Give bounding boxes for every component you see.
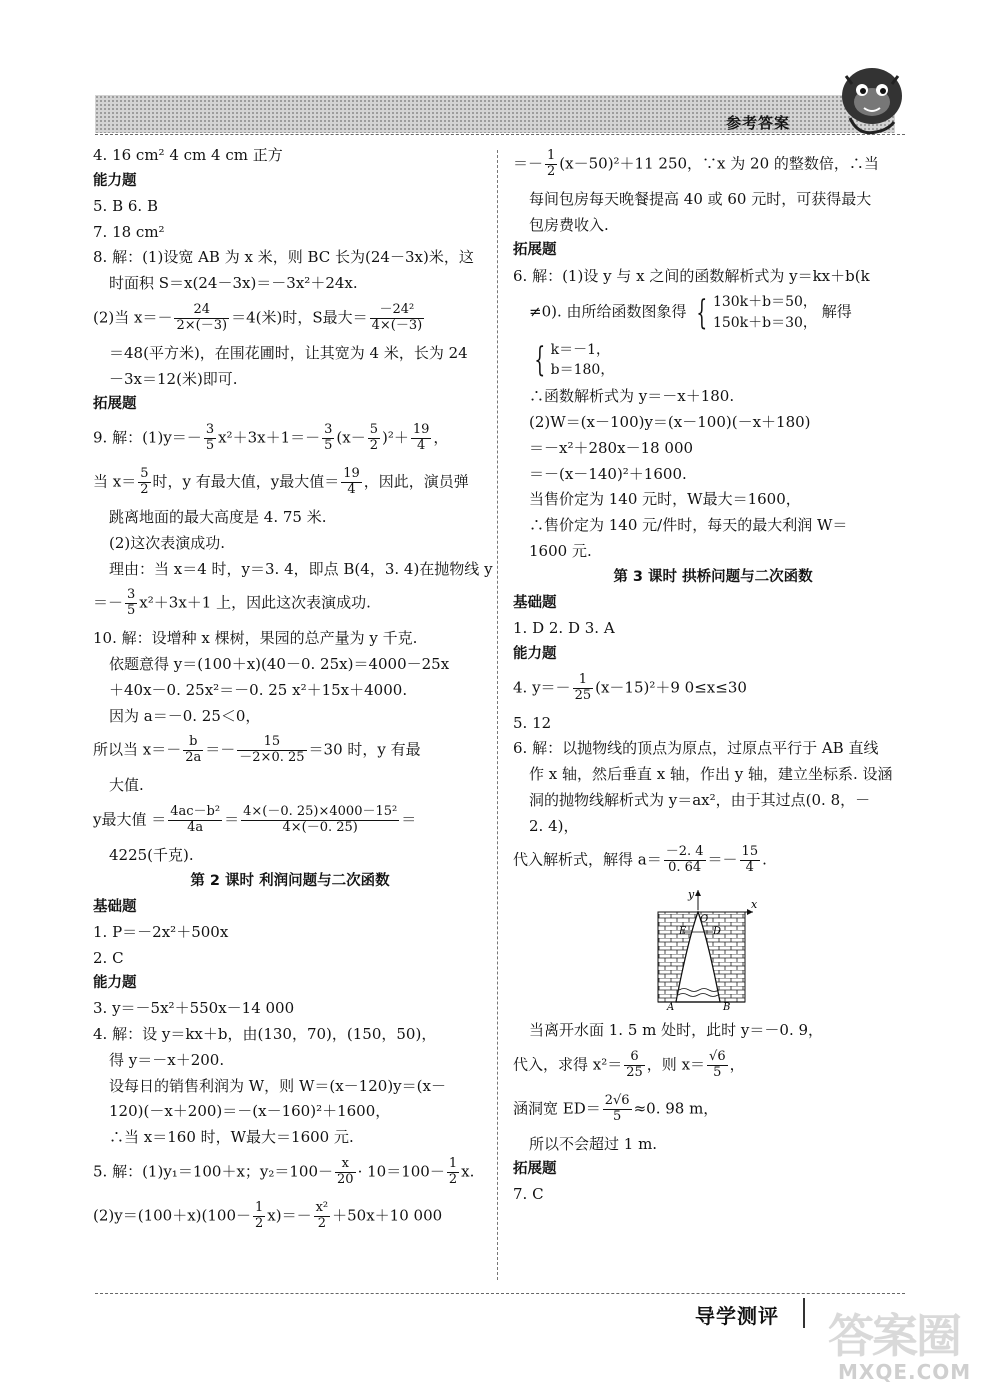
answer-line: 理由：当 x＝4 时，y＝3. 4，即点 B(4，3. 4)在抛物线 y	[109, 559, 493, 578]
answer-line: 依题意得 y＝(100＋x)(40－0. 25x)＝4000－25x	[109, 655, 450, 673]
watermark-logo: 答案圈	[828, 1309, 960, 1363]
footer-divider	[95, 1293, 905, 1294]
answer-line: 所以当 x＝－ $\frac{b}{2a}$ ＝－ $\frac{15}{-2\times 0. 25}$ ＝30 时，y 有最	[93, 734, 421, 766]
header-title: 参考答案	[726, 114, 791, 132]
answer-line: ＝－x²＋280x－18 000	[529, 438, 694, 457]
answer-line: 1600 元.	[529, 541, 592, 560]
section-heading: 基础题	[93, 898, 137, 915]
answer-line: 4. 解：设 y＝kx＋b，由(130，70)，(150，50)，	[93, 1025, 437, 1044]
answer-line: 设每日的销售利润为 W，则 W＝(x－120)y＝(x－	[109, 1076, 446, 1095]
answer-line: 4225(千克).	[109, 845, 194, 864]
answer-line: 2. 4)，	[529, 816, 579, 835]
answer-line: 4. 16 cm² 4 cm 4 cm 正方	[93, 146, 283, 164]
svg-text:A: A	[667, 1002, 675, 1011]
answer-line: 代入解析式，解得 a＝ $\frac{-2. 4}{0. 64}$ ＝－ $\frac{15}{4}$ .	[513, 844, 767, 876]
mascot-icon	[828, 56, 913, 141]
answer-line: y最大值 ＝ $\frac{\text{4ac－b²}}{4a}$ ＝ $\frac{\text{4×(－0. 25)×4000－15²}}{4\times(-0. 25)}$ ＝	[93, 803, 417, 835]
answer-line: 5. 解：(1)y₁＝100＋x；y₂＝100－ $\frac{x}{20}$ · 10＝100－ $\frac{1}{2}$ x.	[93, 1155, 475, 1187]
answer-line: 得 y＝－x＋200.	[109, 1050, 225, 1069]
answer-line: －3x＝12(米)即可.	[109, 369, 238, 388]
equation-system: { k＝－1， b＝180，	[534, 340, 615, 381]
answer-line: 2. C	[93, 948, 124, 967]
section-heading: 基础题	[513, 594, 557, 611]
equation-system: { 130k＋b＝50， 150k＋b＝30，	[696, 292, 817, 333]
section-heading: 能力题	[513, 645, 557, 662]
footer-title: 导学测评	[695, 1304, 779, 1328]
svg-text:B: B	[723, 1002, 731, 1011]
watermark-url: MXQE.COM	[838, 1360, 972, 1384]
answer-line: 洞的抛物线解析式为 y＝ax²，由于其过点(0. 8，－	[529, 790, 871, 809]
footer-separator	[803, 1298, 805, 1328]
answer-line: ∴售价定为 140 元/件时，每天的最大利润 W＝	[529, 516, 848, 535]
answer-line: 9. 解：(1)y＝－ $\frac{3}{5}$ x²＋3x＋1＝－ $\frac{3}{5}$ (x－ $\frac{5}{2}$ )²＋ $\frac{19}{4}$ ，	[93, 422, 449, 454]
answer-line: 4. y＝－ $\frac{1}{25}$ (x－15)²＋9 0≤x≤30	[513, 671, 747, 703]
fraction: $\frac{24}{2\times(-3)}$	[176, 301, 228, 333]
section-heading: 能力题	[93, 975, 137, 992]
answer-line: 6. 解：以抛物线的顶点为原点，过原点平行于 AB 直线	[513, 739, 879, 758]
answer-line: ＋40x－0. 25x²＝－0. 25 x²＋15x＋4000.	[109, 680, 408, 699]
section-heading: 拓展题	[513, 242, 557, 259]
answer-line: 8. 解：(1)设宽 AB 为 x 米，则 BC 长为(24－3x)米，这	[93, 248, 474, 267]
lesson-heading: 第 3 课时 拱桥问题与二次函数	[613, 568, 813, 585]
answer-line: (2)W＝(x－100)y＝(x－100)(－x＋180)	[529, 413, 811, 432]
answer-line: ∴当 x＝160 时，W最大＝1600 元.	[109, 1128, 354, 1147]
section-heading: 能力题	[93, 172, 137, 189]
section-heading: 拓展题	[93, 396, 137, 413]
answer-line: 每间包房每天晚餐提高 40 或 60 元时，可获得最大	[529, 189, 872, 208]
answer-line: 因为 a＝－0. 25＜0，	[109, 706, 261, 725]
answer-line: (2)当 x＝－ $\frac{24}{2\times(-3)}$ ＝4(米)时，S最大＝ $\frac{\text{－24²}}{4\times(-3)}$	[93, 301, 423, 333]
answer-line: 7. C	[513, 1185, 544, 1204]
answer-line: 1. P＝－2x²＋500x	[93, 922, 229, 941]
section-heading: 拓展题	[513, 1161, 557, 1178]
answer-line: (2)y＝(100＋x)(100－ $\frac{1}{2}$ x)＝－ $\frac{\text{x²}}{2}$ ＋50x＋10 000	[93, 1199, 443, 1231]
answer-line: 120)(－x＋200)＝－(x－160)²＋1600，	[109, 1102, 391, 1121]
answer-line: ＝－(x－140)²＋1600.	[529, 464, 687, 483]
fraction: $\frac{\text{－24²}}{4\times(-3)}$	[371, 301, 423, 333]
answer-line: 时面积 S＝x(24－3x)＝－3x²＋24x.	[109, 274, 358, 293]
answer-line: 跳离地面的最大高度是 4. 75 米.	[109, 508, 327, 527]
answer-line: 所以不会超过 1 m.	[529, 1134, 658, 1153]
answer-line: 代入，求得 x²＝ $\frac{6}{25}$ ，则 x＝ $\frac{√6}{5}$ ，	[513, 1048, 745, 1080]
answer-line: 6. 解：(1)设 y 与 x 之间的函数解析式为 y＝kx＋b(k	[513, 266, 870, 285]
answer-line: 5. B 6. B	[93, 196, 158, 215]
answer-line: ＝－ $\frac{1}{2}$ (x－50)²＋11 250，∵x 为 20 的整数倍，∴当	[513, 148, 879, 179]
lesson-heading: 第 2 课时 利润问题与二次函数	[190, 872, 390, 889]
answer-line: 7. 18 cm²	[93, 222, 165, 241]
answer-line: 作 x 轴，然后垂直 x 轴，作出 y 轴，建立坐标系. 设涵	[529, 765, 893, 784]
answer-line: 涵洞宽 ED＝ $\frac{2√6}{5}$ ≈0. 98 m，	[513, 1092, 719, 1124]
culvert-figure	[653, 890, 763, 1010]
right-column	[513, 146, 913, 1211]
answer-line: 5. 12	[513, 713, 552, 732]
answer-line: 大值.	[109, 776, 144, 795]
answer-line: 当售价定为 140 元时，W最大＝1600，	[529, 490, 801, 509]
answer-line: 当离开水面 1. 5 m 处时，此时 y＝－0. 9，	[529, 1021, 824, 1040]
answer-line: ＝－ $\frac{3}{5}$ x²＋3x＋1 上，因此这次表演成功.	[93, 587, 371, 619]
svg-text:D: D	[713, 926, 722, 938]
column-divider	[497, 150, 498, 1280]
svg-text:x: x	[751, 898, 758, 912]
left-column	[93, 146, 493, 1242]
answer-line: 3. y＝－5x²＋550x－14 000	[93, 999, 295, 1018]
answer-line: (2)这次表演成功.	[109, 533, 226, 552]
answer-line: ＝48(平方米)，在围花圃时，让其宽为 4 米，长为 24	[109, 343, 468, 362]
answer-line: 1. D 2. D 3. A	[513, 618, 615, 637]
svg-text:E: E	[679, 926, 687, 938]
answer-line: ∴函数解析式为 y＝－x＋180.	[529, 387, 735, 406]
svg-text:y: y	[688, 890, 695, 902]
answer-line: 10. 解：设增种 x 棵树，果园的总产量为 y 千克.	[93, 629, 418, 648]
svg-text:O: O	[700, 914, 709, 926]
header-divider	[95, 134, 905, 135]
answer-line: ≠0). 由所给函数图象得 { 130k＋b＝50， 150k＋b＝30， 解得	[529, 292, 852, 333]
answer-line	[513, 340, 913, 381]
answer-line: 包房费收入.	[529, 215, 609, 234]
answer-line: 当 x＝ $\frac{5}{2}$ 时，y 有最大值，y最大值＝ $\frac{19}{4}$ ，因此，演员弹	[93, 466, 469, 498]
